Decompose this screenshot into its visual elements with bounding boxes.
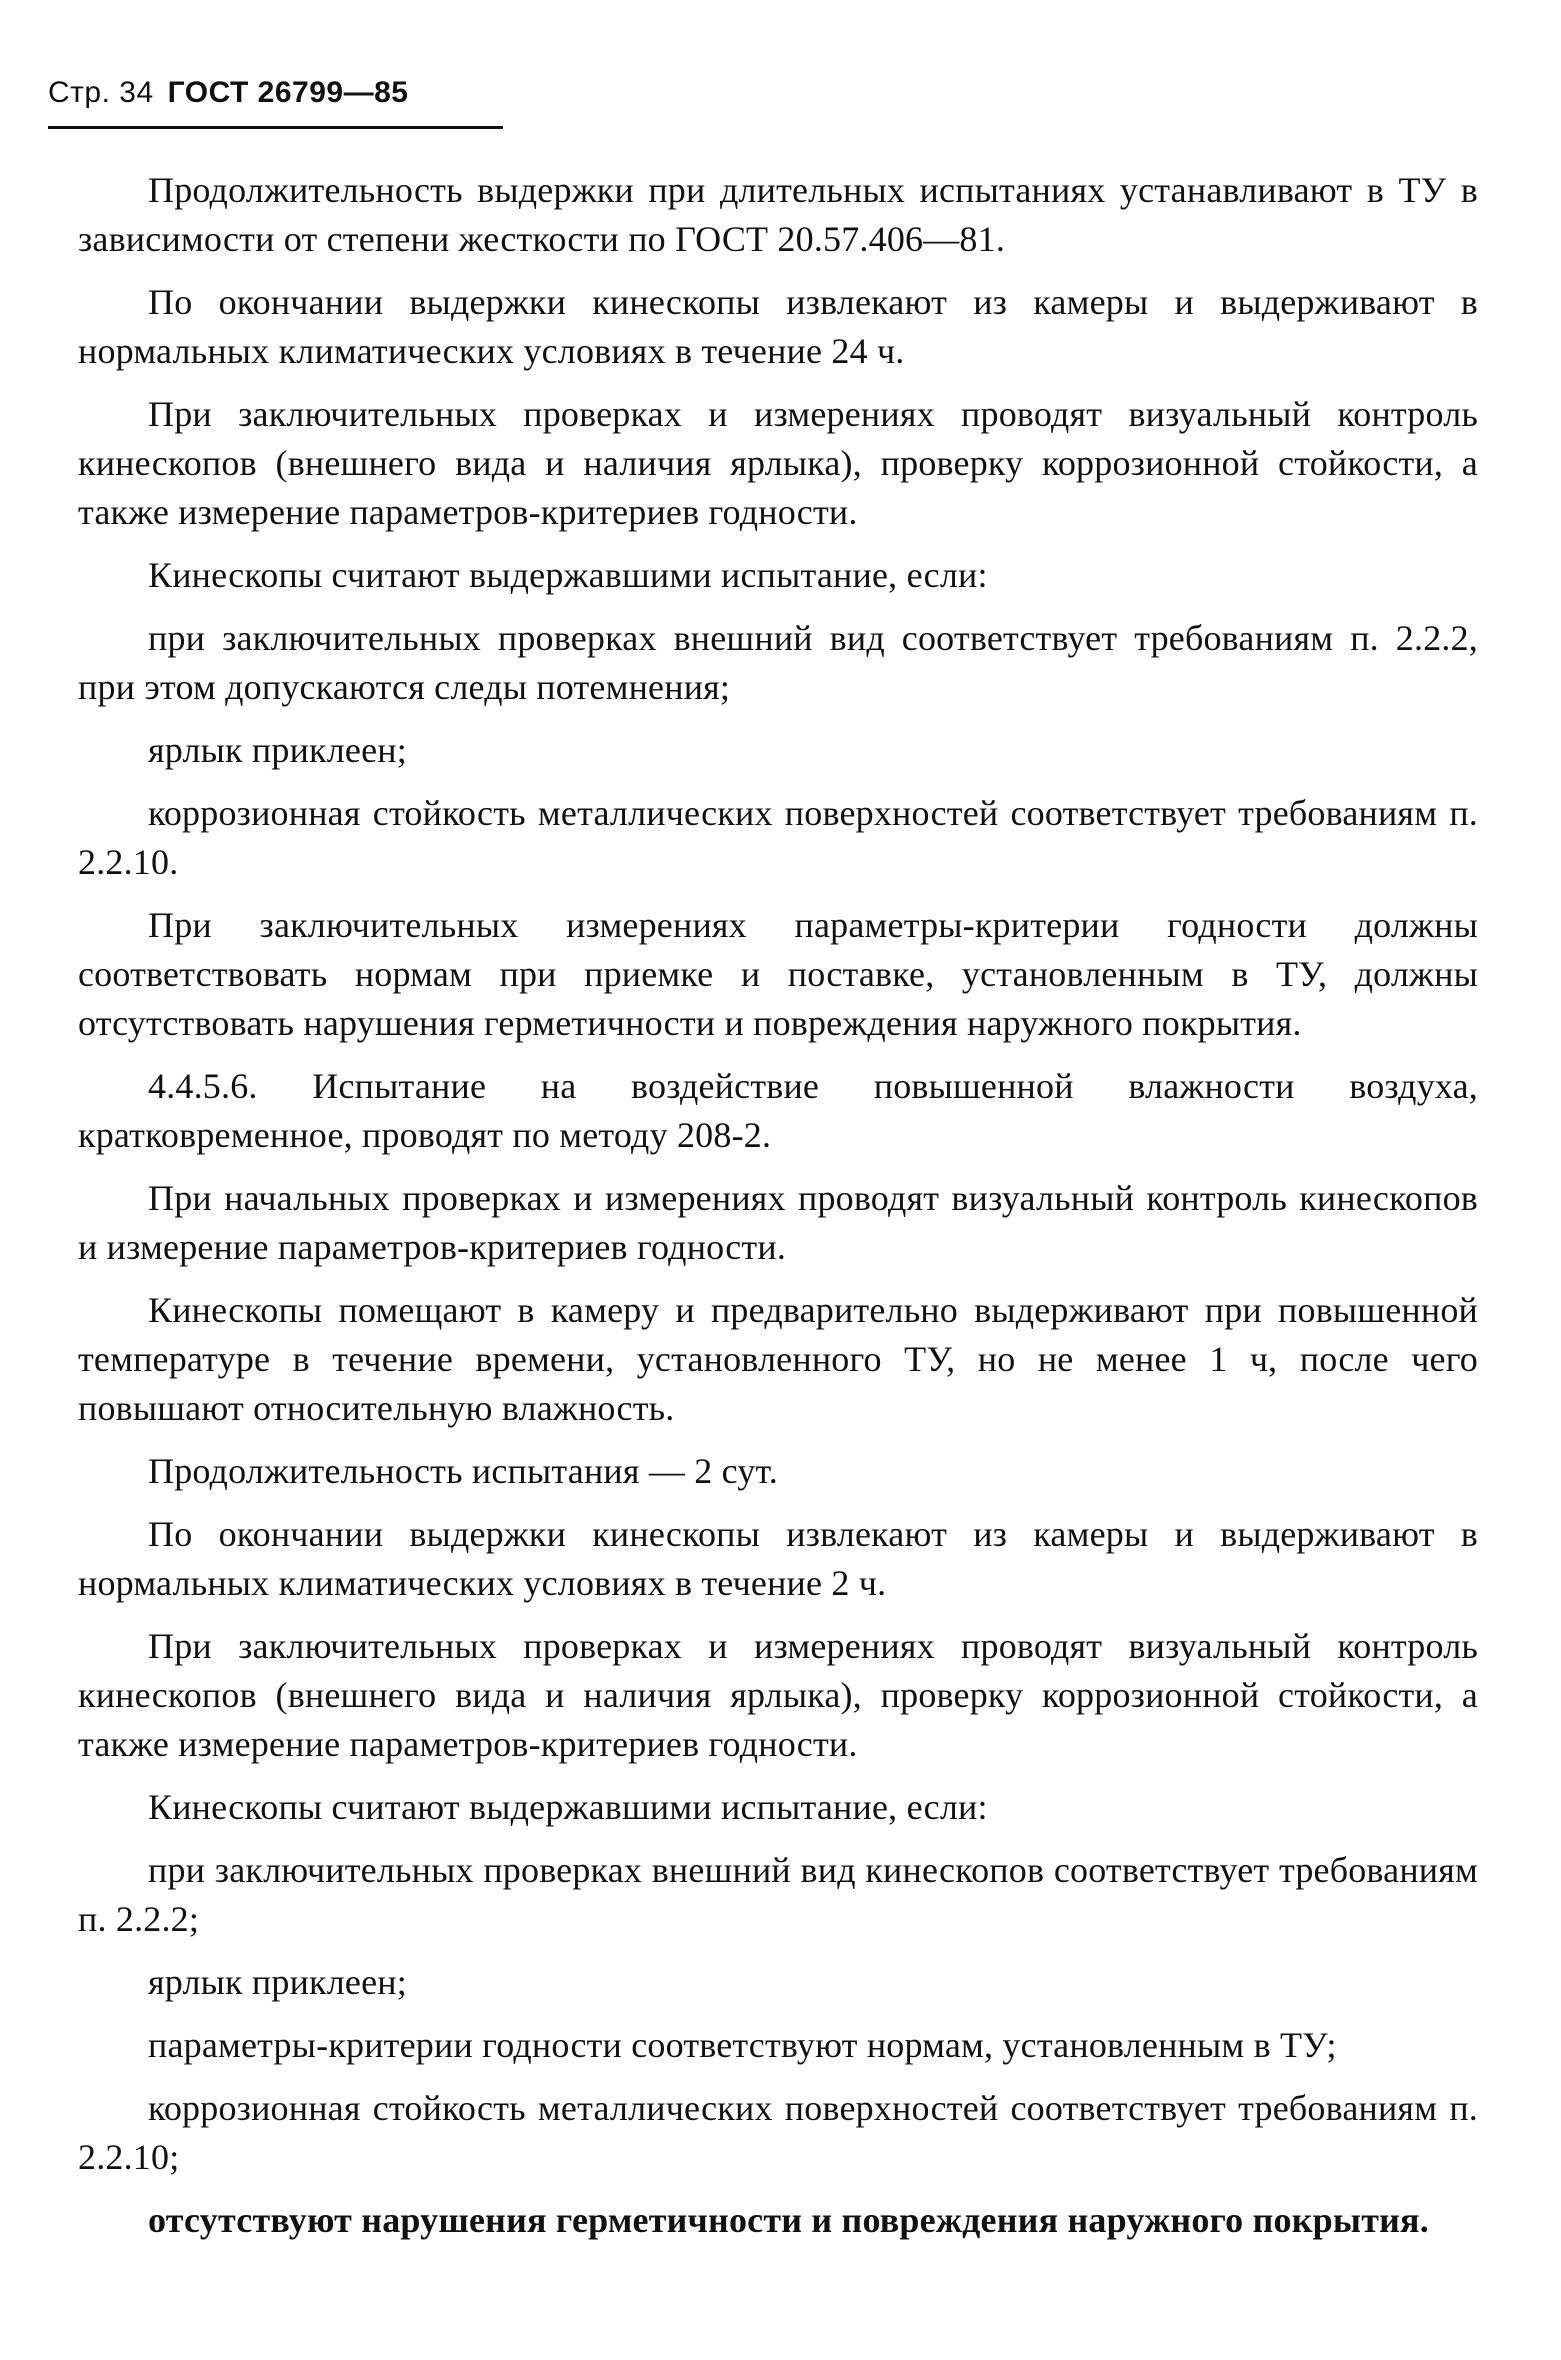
paragraph-19: коррозионная стойкость металлических поверхностей соответствует требованиям п. 2.2.10; — [78, 2088, 1478, 2177]
paragraph-18: параметры-критерии годности соответствуют нормам, установленным в ТУ; — [148, 2025, 1337, 2065]
paragraph-6: ярлык приклеен; — [148, 730, 407, 770]
paragraph-5: при заключительных проверках внешний вид соответствует требованиям п. 2.2.2, при этом допускаются следы потемнения; — [78, 618, 1478, 707]
paragraph-15: Кинескопы считают выдержавшими испытание, если: — [148, 1787, 988, 1827]
paragraph-2: По окончании выдержки кинескопы извлекают из камеры и выдерживают в нормальных климатических условиях в течение 24 ч. — [78, 282, 1478, 371]
header-rule — [48, 126, 503, 129]
paragraph-14: При заключительных проверках и измерениях проводят визуальный контроль кинескопов (внешнего вида и наличия ярлыка), проверку коррозионной стойкости, а также измерение параметров-критериев годности. — [78, 1626, 1478, 1764]
paragraph-12: Продолжительность испытания — 2 сут. — [148, 1451, 778, 1491]
paragraph-7: коррозионная стойкость металлических поверхностей соответствует требованиям п. 2.2.10. — [78, 793, 1478, 882]
paragraph-3: При заключительных проверках и измерениях проводят визуальный контроль кинескопов (внешнего вида и наличия ярлыка), проверку коррозионной стойкости, а также измерение параметров-критериев годности. — [78, 394, 1478, 532]
paragraph-10: При начальных проверках и измерениях проводят визуальный контроль кинескопов и измерение параметров-критериев годности. — [78, 1178, 1478, 1267]
document-body — [78, 166, 1478, 2259]
paragraph-9: 4.4.5.6. Испытание на воздействие повышенной влажности воздуха, кратковременное, проводят по методу 208-2. — [78, 1066, 1478, 1155]
paragraph-13: По окончании выдержки кинескопы извлекают из камеры и выдерживают в нормальных климатических условиях в течение 2 ч. — [78, 1514, 1478, 1603]
paragraph-20: отсутствуют нарушения герметичности и повреждения наружного покрытия. — [148, 2200, 1429, 2240]
page-number: Стр. 34 — [48, 76, 154, 109]
paragraph-8: При заключительных измерениях параметры-критерии годности должны соответствовать нормам при приемке и поставке, установленным в ТУ, должны отсутствовать нарушения герметичности и повреждения наружного покрытия. — [78, 905, 1478, 1043]
paragraph-4: Кинескопы считают выдержавшими испытание, если: — [148, 555, 988, 595]
paragraph-16: при заключительных проверках внешний вид кинескопов соответствует требованиям п. 2.2.2; — [78, 1850, 1478, 1939]
standard-designation: ГОСТ 26799—85 — [167, 76, 409, 109]
paragraph-1: Продолжительность выдержки при длительных испытаниях устанавливают в ТУ в зависимости от степени жесткости по ГОСТ 20.57.406—81. — [78, 170, 1478, 259]
paragraph-17: ярлык приклеен; — [148, 1962, 407, 2002]
paragraph-11: Кинескопы помещают в камеру и предварительно выдерживают при повышенной температуре в течение времени, установленного ТУ, но не менее 1 ч, после чего повышают относительную влажность. — [78, 1290, 1478, 1428]
page-header — [48, 76, 503, 110]
